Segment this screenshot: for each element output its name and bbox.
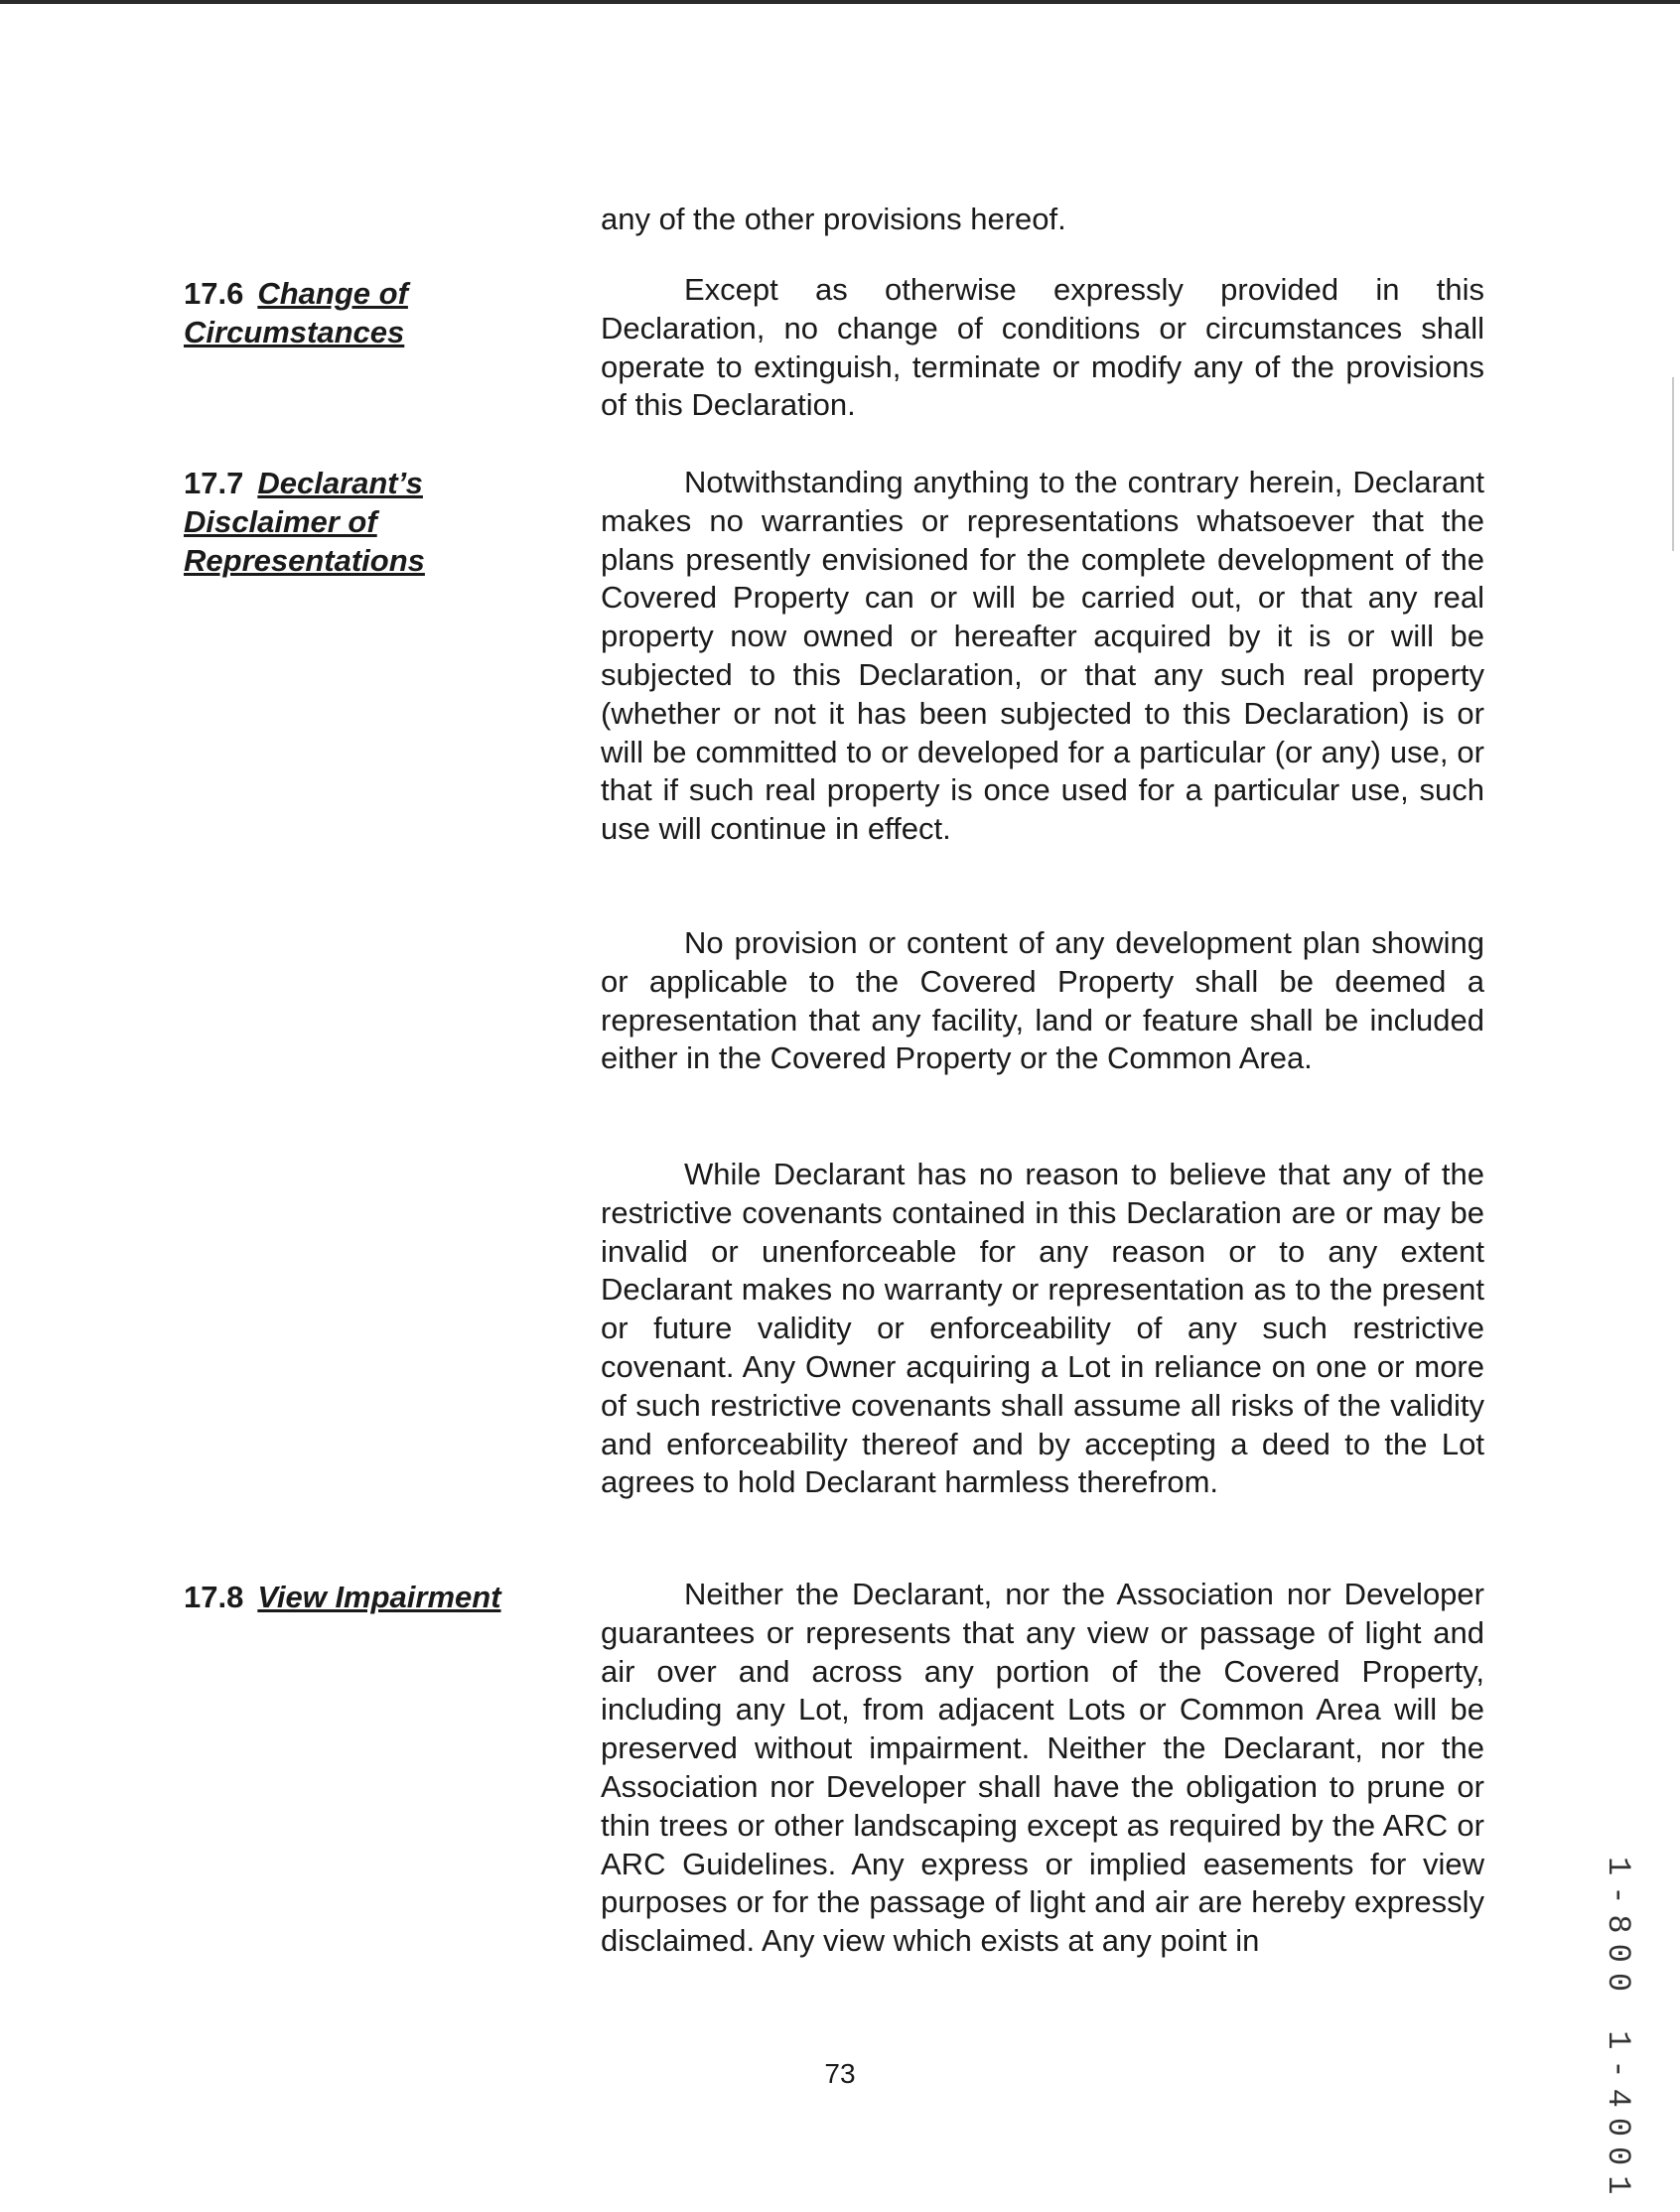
continuation-text: any of the other provisions hereof.: [601, 202, 1066, 236]
section-title: Change of Circumstances: [184, 276, 408, 349]
section-title: Declarant’s Disclaimer of Representations: [184, 466, 425, 578]
section-heading-17-7: [184, 465, 482, 580]
section-number: 17.8: [184, 1580, 244, 1614]
section-heading-17-8: [184, 1579, 601, 1617]
page-number: 73: [824, 2058, 856, 2089]
section-17-7-paragraph-2: No provision or content of any development plan showing or applicable to the Covered Property shall be deemed a representation that any facility, land or feature shall be included either in the Covered Property or the Common Area.: [601, 925, 1484, 1076]
section-17-7-paragraph-3: While Declarant has no reason to believe that any of the restrictive covenants contained in this Declaration are or may be invalid or unenforceable for any reason or to any extent Declarant makes no warranty or representation as to the present or future validity or enforceability of any such restrictive covenant. Any Owner acquiring a Lot in reliance on one or more of such restrictive covenants shall assume all risks of the validity and enforceability thereof and by accepting a deed to the Lot agrees to hold Declarant harmless therefrom.: [601, 1157, 1484, 1500]
section-17-6-paragraph: Except as otherwise expressly provided in this Declaration, no change of conditions or circumstances shall operate to extinguish, terminate or modify any of the provisions of this Declaration.: [601, 272, 1484, 423]
section-17-8-paragraph: Neither the Declarant, nor the Association nor Developer guarantees or represents that any view or passage of light and air over and across any portion of the Covered Property, including any Lot, from adjacent Lots or Common Area will be preserved without impairment. Neither the Declarant, nor the Association nor Developer shall have the obligation to prune or thin trees or other landscaping except as required by the ARC or ARC Guidelines. Any express or implied easements for view purposes or for the passage of light and air are hereby expressly disclaimed. Any view which exists at any point in: [601, 1577, 1484, 1959]
section-17-7-paragraph-1: Notwithstanding anything to the contrary herein, Declarant makes no warranties or representations whatsoever that the plans presently envisioned for the complete development of the Covered Property can or will be carried out, or that any real property now owned or hereafter acquired by it is or will be subjected to this Declaration, or that any such real property (whether or not it has been subjected to this Declaration) is or will be committed to or developed for a particular (or any) use, or that if such real property is once used for a particular use, such use will continue in effect.: [601, 465, 1484, 847]
section-number: 17.6: [184, 276, 244, 311]
section-title: View Impairment: [257, 1580, 501, 1614]
side-stamp-text: 1-800 1-4001: [1600, 1857, 1636, 2205]
section-number: 17.7: [184, 466, 244, 500]
section-heading-17-6: [184, 275, 482, 352]
